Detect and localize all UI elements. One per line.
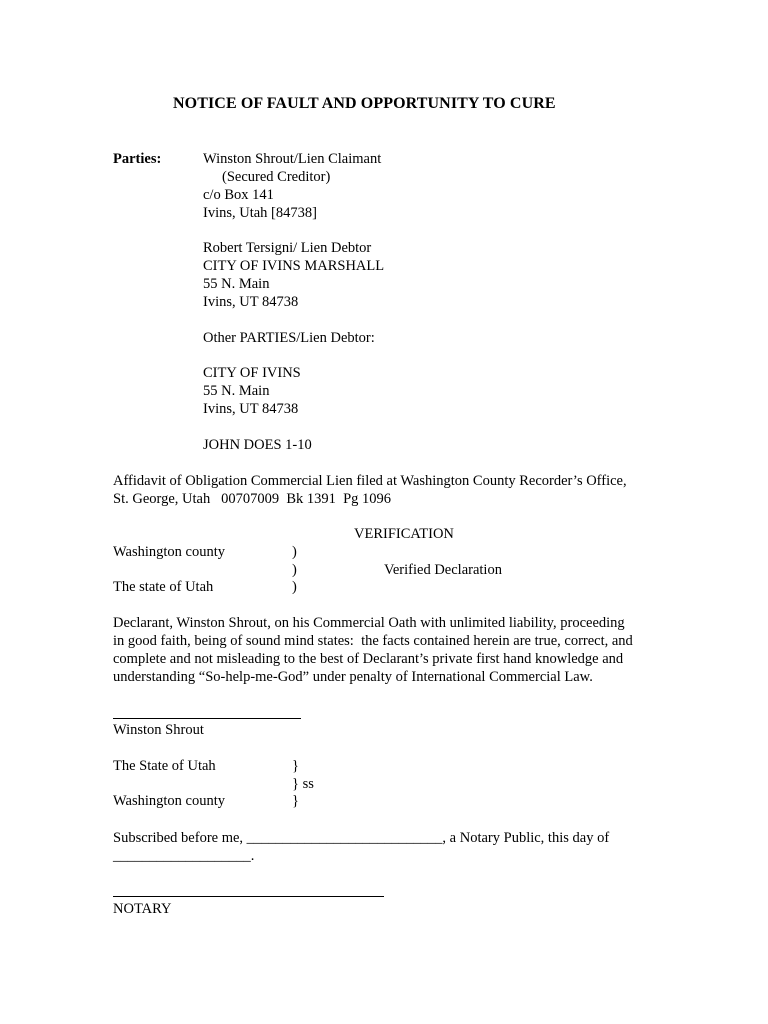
verification-heading: VERIFICATION bbox=[354, 526, 454, 542]
signature-line bbox=[113, 718, 301, 719]
debtor-address-line1: 55 N. Main bbox=[203, 276, 270, 292]
subscribed-line: Subscribed before me, ___________________________, a Notary Public, this day of bbox=[113, 830, 610, 846]
notary-ss: } ss bbox=[292, 776, 314, 792]
notary-signature-line bbox=[113, 896, 384, 897]
other-parties-address-line2: Ivins, UT 84738 bbox=[203, 401, 299, 417]
claimant-address-line1: c/o Box 141 bbox=[203, 187, 274, 203]
declarant-line1: Declarant, Winston Shrout, on his Commercial Oath with unlimited liability, proceeding bbox=[113, 615, 625, 631]
notary-label: NOTARY bbox=[113, 901, 172, 917]
debtor-address-line2: Ivins, UT 84738 bbox=[203, 294, 299, 310]
verification-paren-2: ) bbox=[292, 562, 297, 578]
verification-paren-1: ) bbox=[292, 544, 297, 560]
debtor-name: Robert Tersigni/ Lien Debtor bbox=[203, 240, 372, 256]
verification-paren-3: ) bbox=[292, 579, 297, 595]
subscribed-date-blank: ___________________. bbox=[113, 848, 255, 864]
claimant-address-line2: Ivins, Utah [84738] bbox=[203, 205, 317, 221]
other-parties-address-line1: 55 N. Main bbox=[203, 383, 270, 399]
claimant-role: (Secured Creditor) bbox=[222, 169, 331, 185]
document-title: NOTICE OF FAULT AND OPPORTUNITY TO CURE bbox=[173, 95, 556, 112]
parties-label: Parties: bbox=[113, 151, 162, 167]
declarant-line2: in good faith, being of sound mind states: the facts contained herein are true, correct, and bbox=[113, 633, 633, 649]
debtor-title: CITY OF IVINS MARSHALL bbox=[203, 258, 385, 274]
notary-brace-2: } bbox=[292, 793, 299, 809]
verified-declaration: Verified Declaration bbox=[384, 562, 502, 578]
declarant-line4: understanding “So-help-me-God” under penalty of International Commercial Law. bbox=[113, 669, 593, 685]
other-parties-name: CITY OF IVINS bbox=[203, 365, 301, 381]
john-does: JOHN DOES 1-10 bbox=[203, 437, 312, 453]
claimant-name: Winston Shrout/Lien Claimant bbox=[203, 151, 382, 167]
notary-state: The State of Utah bbox=[113, 758, 216, 774]
declarant-line3: complete and not misleading to the best of Declarant’s private first hand knowledge and bbox=[113, 651, 624, 667]
affidavit-line1: Affidavit of Obligation Commercial Lien filed at Washington County Recorder’s Office, bbox=[113, 473, 627, 489]
affidavit-line2: St. George, Utah 00707009 Bk 1391 Pg 1096 bbox=[113, 491, 392, 507]
other-parties-label: Other PARTIES/Lien Debtor: bbox=[203, 330, 375, 346]
verification-county: Washington county bbox=[113, 544, 225, 560]
notary-brace-1: } bbox=[292, 758, 299, 774]
signature-name: Winston Shrout bbox=[113, 722, 204, 738]
notary-county: Washington county bbox=[113, 793, 225, 809]
verification-state: The state of Utah bbox=[113, 579, 214, 595]
